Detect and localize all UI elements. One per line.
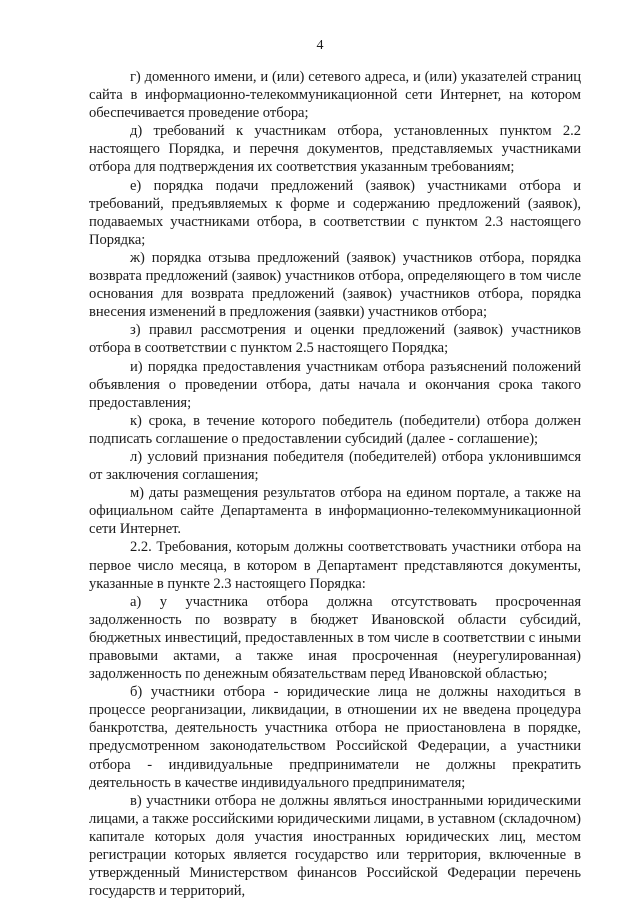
- paragraph-e-submission-procedure: е) порядка подачи предложений (заявок) участниками отбора и требований, предъявляемых к форме и содержанию предложений (заявок), подаваемых участниками отбора, в соответствии с пунктом 2.3 настоящего Порядка;: [89, 177, 581, 248]
- paragraph-z-review-rules: з) правил рассмотрения и оценки предложений (заявок) участников отбора в соответствии с пунктом 2.5 настоящего Порядка;: [89, 322, 581, 357]
- paragraph-d-participant-requirements: д) требований к участникам отбора, установленных пунктом 2.2 настоящего Порядка, и перечня документов, представляемых участниками отбора для подтверждения их соответствия указанным требованиям;: [89, 123, 581, 176]
- paragraph-b-no-reorganization: б) участники отбора - юридические лица не должны находиться в процессе реорганизации, ликвидации, в отношении их не введена процедура банкротства, деятельность участника отбора не приостановлена в порядке, предусмотренном законодательством Российской Федерации, а участники отбора - индивидуальные предприниматели не должны прекратить деятельность в качестве индивидуального предпринимателя;: [89, 684, 581, 791]
- paragraph-k-signing-deadline: к) срока, в течение которого победитель (победители) отбора должен подписать соглашение о предоставлении субсидий (далее - соглашение);: [89, 412, 581, 447]
- paragraph-g-domain-name: г) доменного имени, и (или) сетевого адреса, и (или) указателей страниц сайта в информационно-телекоммуникационной сети Интернет, на котором обеспечивается проведение отбора;: [89, 69, 581, 122]
- paragraph-zh-withdrawal-procedure: ж) порядка отзыва предложений (заявок) участников отбора, порядка возврата предложений (заявок) участников отбора, определяющего в том числе основания для возврата предложений (заявок) участников отбора, порядка внесения изменений в предложения (заявки) участников отбора;: [89, 249, 581, 321]
- page-number: 4: [316, 38, 324, 53]
- paragraph-i-clarification-procedure: и) порядка предоставления участникам отбора разъяснений положений объявления о проведении отбора, даты начала и окончания срока такого предоставления;: [89, 358, 581, 411]
- paragraph-v-no-foreign-entities: в) участники отбора не должны являться иностранными юридическими лицами, а также российскими юридическими лицами, в уставном (складочном) капитале которых доля участия иностранных юридических лиц, местом регистрации которых является государство или территория, включенные в утвержденный Министерством финансов Российской Федерации перечень государств и территорий,: [89, 792, 581, 900]
- paragraph-2-2-requirements: 2.2. Требования, которым должны соответствовать участники отбора на первое число месяца, в котором в Департамент представляются документы, указанные в пункте 2.3 настоящего Порядка:: [89, 539, 581, 592]
- paragraph-a-no-debt: а) у участника отбора должна отсутствовать просроченная задолженность по возврату в бюджет Ивановской области субсидий, бюджетных инвестиций, предоставленных в том числе в соответствии с иными правовыми актами, а также иная просроченная (неурегулированная) задолженность по денежным обязательствам перед Ивановской областью;: [89, 593, 581, 683]
- paragraph-l-evasion-conditions: л) условий признания победителя (победителей) отбора уклонившимся от заключения соглашения;: [89, 448, 581, 484]
- document-body: [89, 68, 581, 900]
- paragraph-m-results-publication: м) даты размещения результатов отбора на едином портале, а также на официальном сайте Департамента в информационно-телекоммуникационной сети Интернет.: [89, 485, 581, 538]
